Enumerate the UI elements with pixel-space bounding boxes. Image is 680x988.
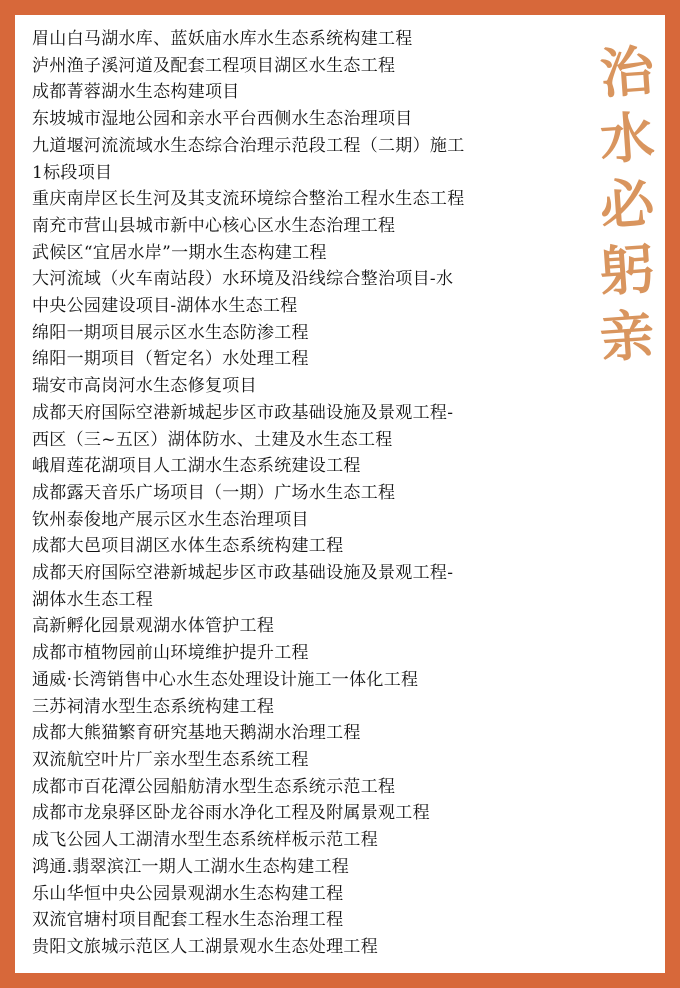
project-item: 1标段项目 xyxy=(32,162,113,183)
project-item: 成都菁蓉湖水生态构建项目 xyxy=(32,82,240,103)
project-item: 西区（三~五区）湖体防水、土建及水生态工程 xyxy=(32,429,393,450)
project-item: 绵阳一期项目展示区水生态防渗工程 xyxy=(32,322,309,343)
project-item: 双流官塘村项目配套工程水生态治理工程 xyxy=(32,910,344,931)
project-item: 大河流域（火车南站段）水环境及沿线综合整治项目-水 xyxy=(32,269,454,290)
project-item: 重庆南岸区长生河及其支流环境综合整治工程水生态工程 xyxy=(32,189,465,210)
project-item: 眉山白马湖水库、蓝妖庙水库水生态系统构建工程 xyxy=(32,29,413,49)
project-item: 成都大熊猫繁育研究基地天鹅湖水治理工程 xyxy=(32,723,361,744)
project-item: 九道堰河流流域水生态综合治理示范段工程（二期）施工 xyxy=(32,135,465,156)
project-item: 双流航空叶片厂亲水型生态系统工程 xyxy=(32,749,309,770)
project-item: 成都市龙泉驿区卧龙谷雨水净化工程及附属景观工程 xyxy=(32,803,430,824)
project-item: 瑞安市高岗河水生态修复项目 xyxy=(32,376,257,397)
project-item: 峨眉莲花湖项目人工湖水生态系统建设工程 xyxy=(32,456,361,477)
project-item: 东坡城市湿地公园和亲水平台西侧水生态治理项目 xyxy=(32,109,413,130)
project-item: 贵阳文旅城示范区人工湖景观水生态处理工程 xyxy=(32,936,378,957)
project-item: 武候区“宜居水岸”一期水生态构建工程 xyxy=(32,242,327,263)
project-item: 南充市营山县城市新中心核心区水生态治理工程 xyxy=(32,215,396,236)
project-item: 成都天府国际空港新城起步区市政基础设施及景观工程- xyxy=(32,402,454,423)
slogan-char: 躬 xyxy=(597,236,657,304)
project-item: 成飞公园人工湖清水型生态系统样板示范工程 xyxy=(32,830,378,851)
project-list xyxy=(32,26,602,961)
slogan-char: 必 xyxy=(597,170,657,238)
project-item: 湖体水生态工程 xyxy=(32,589,154,610)
project-item: 成都天府国际空港新城起步区市政基础设施及景观工程- xyxy=(32,563,454,584)
project-item: 中央公园建设项目-湖体水生态工程 xyxy=(32,296,298,317)
project-item: 三苏祠清水型生态系统构建工程 xyxy=(32,696,275,717)
project-item: 乐山华恒中央公园景观湖水生态构建工程 xyxy=(32,883,344,904)
project-item: 成都大邑项目湖区水体生态系统构建工程 xyxy=(32,536,344,557)
project-item: 成都露天音乐广场项目（一期）广场水生态工程 xyxy=(32,482,396,503)
project-item: 成都市百花潭公园船舫清水型生态系统示范工程 xyxy=(32,776,396,797)
slogan-char: 亲 xyxy=(597,302,657,370)
project-item: 鸿通.翡翠滨江一期人工湖水生态构建工程 xyxy=(32,856,350,877)
project-item: 泸州渔子溪河道及配套工程项目湖区水生态工程 xyxy=(32,55,396,76)
project-item: 钦州泰俊地产展示区水生态治理项目 xyxy=(32,509,309,530)
slogan-char: 治 xyxy=(597,38,657,106)
project-item: 成都市植物园前山环境维护提升工程 xyxy=(32,643,309,664)
content-panel xyxy=(15,15,665,973)
slogan-char: 水 xyxy=(597,104,657,172)
project-item: 高新孵化园景观湖水体管护工程 xyxy=(32,616,275,637)
project-item: 绵阳一期项目（暂定名）水处理工程 xyxy=(32,349,309,370)
slogan-vertical xyxy=(591,39,663,369)
project-item: 通威·长湾销售中心水生态处理设计施工一体化工程 xyxy=(32,669,419,690)
